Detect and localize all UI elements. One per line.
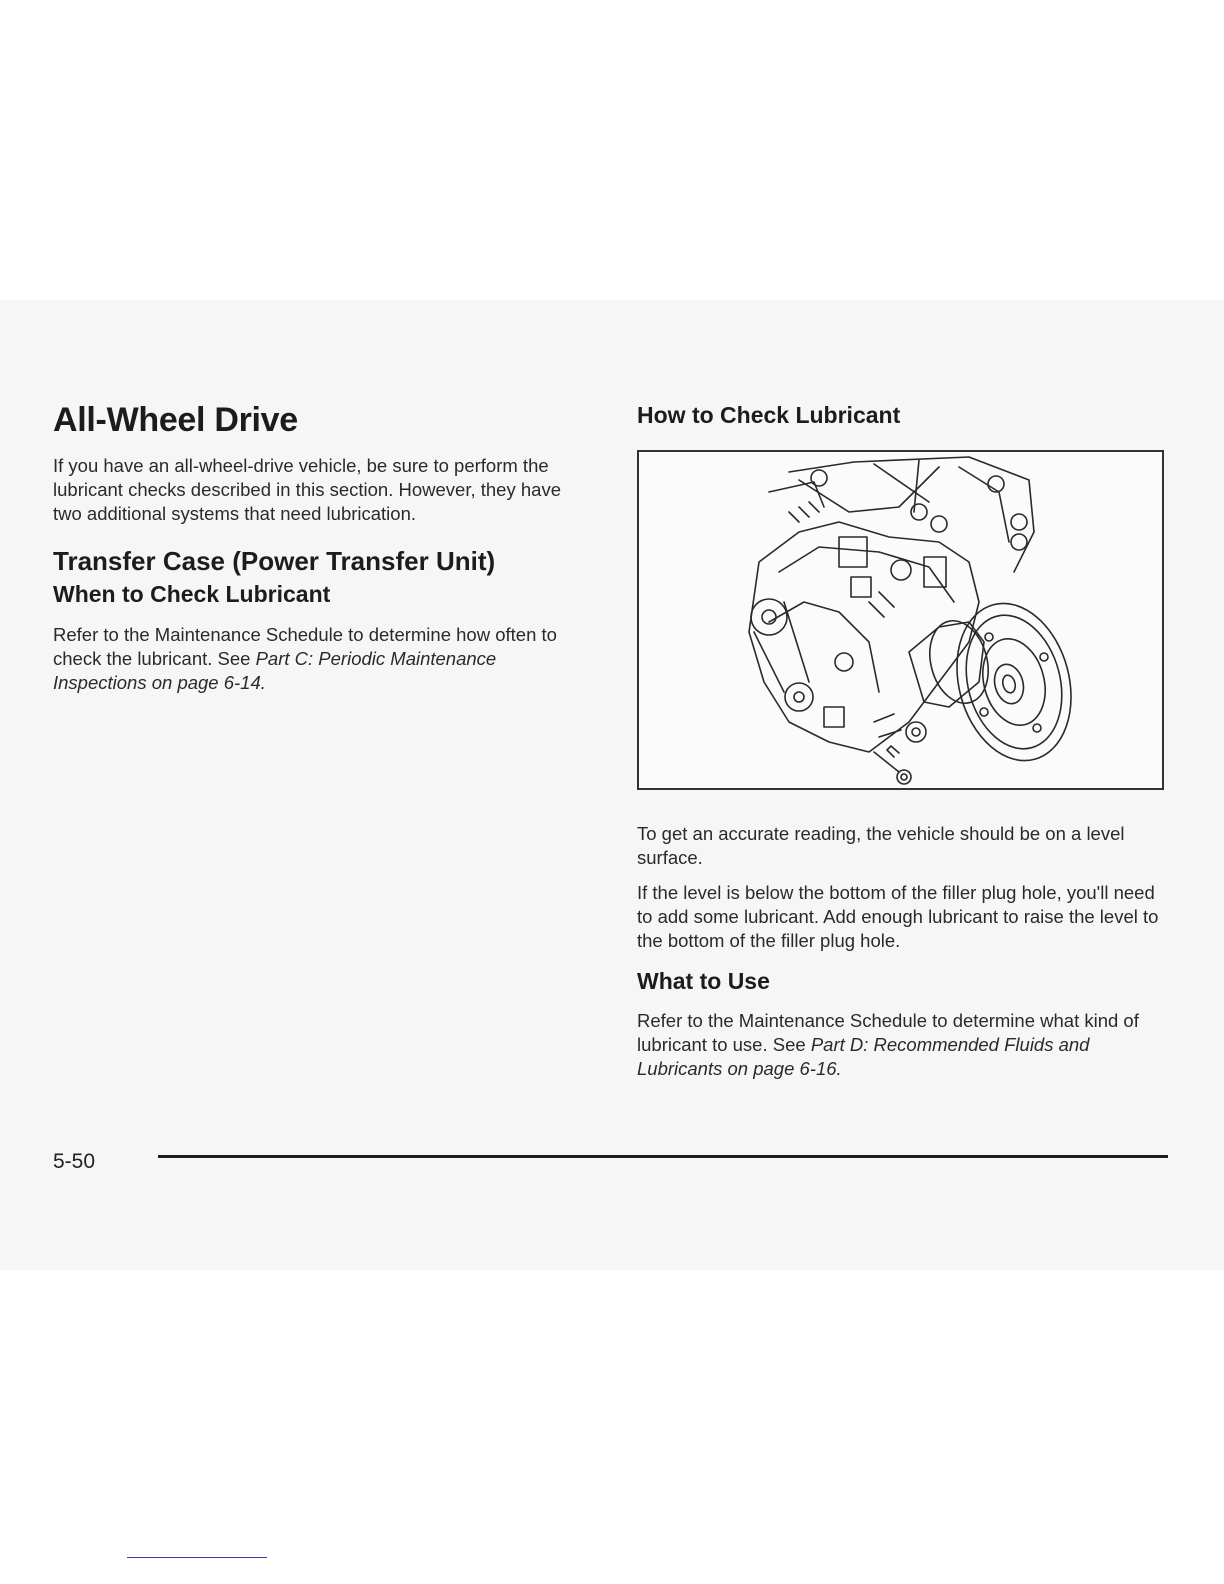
how-to-check-heading: How to Check Lubricant [637, 402, 901, 428]
page-title: All-Wheel Drive [53, 401, 298, 439]
section-title: Transfer Case (Power Transfer Unit) [53, 546, 496, 577]
left-column [53, 402, 583, 695]
bottom-link-underline [127, 1557, 267, 1558]
level-paragraph: If the level is below the bottom of the filler plug hole, you'll need to add some lubricant. Add enough lubricant to raise the level to the bottom of the filler plug hole. [637, 882, 1159, 952]
what-to-use-text: Refer to the Maintenance Schedule to determine what kind of lubricant to use. See [637, 1009, 1139, 1055]
when-to-check-text: Refer to the Maintenance Schedule to determine how often to check the lubricant. See [53, 623, 557, 669]
page-number: 5-50 [53, 1150, 96, 1173]
intro-paragraph: If you have an all-wheel-drive vehicle, be sure to perform the lubricant checks described in this section. However, they have two additional systems that need lubrication. [53, 455, 561, 525]
subsection-title: When to Check Lubricant [53, 581, 331, 608]
footer-rule [158, 1155, 1168, 1158]
when-to-check-paragraph [53, 623, 583, 695]
accurate-reading-paragraph: To get an accurate reading, the vehicle should be on a level surface. [637, 823, 1125, 869]
recommended-fluids-reference[interactable]: Part D: Recommended Fluids and Lubricants on page 6-16. [637, 1033, 1090, 1079]
what-to-use-heading: What to Use [637, 968, 770, 995]
right-column [637, 402, 1172, 1081]
what-to-use-paragraph [637, 1009, 1172, 1081]
transfer-case-drawing [639, 452, 1162, 788]
transfer-case-illustration [637, 450, 1164, 790]
periodic-maintenance-reference[interactable]: Part C: Periodic Maintenance Inspections on page 6-14. [53, 647, 497, 693]
